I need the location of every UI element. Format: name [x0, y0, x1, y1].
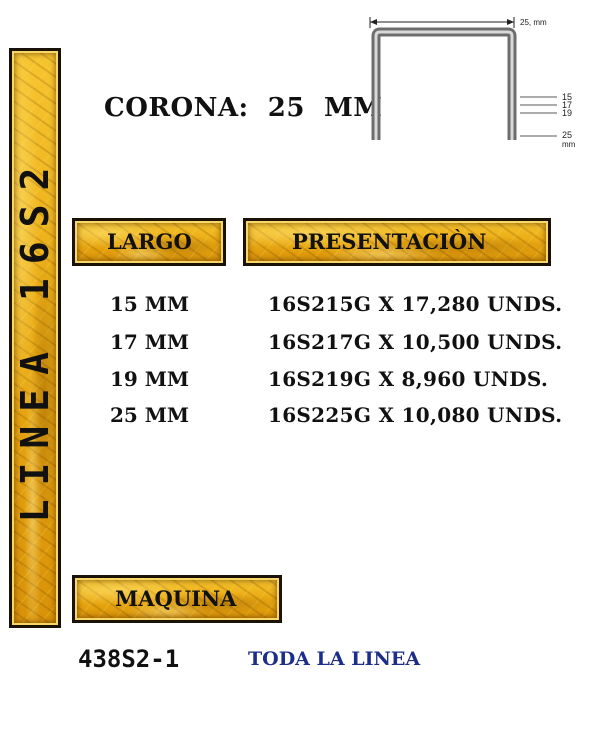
- table-row: [0, 330, 600, 360]
- presentacion-header-label: PRESENTACIÒN: [292, 229, 487, 254]
- table-row: [0, 403, 600, 433]
- maquina-header: [72, 575, 282, 623]
- row-presentation: 16S217G X 10,500 UNDS.: [268, 330, 563, 354]
- row-presentation: 16S219G X 8,960 UNDS.: [268, 367, 549, 391]
- staple-shape-outer: [376, 32, 512, 140]
- length-label-15: 15: [562, 92, 573, 102]
- presentacion-header: [243, 218, 551, 266]
- largo-header-label: LARGO: [107, 229, 192, 254]
- product-line-label: LINEA 16S2: [13, 153, 57, 523]
- crown-dimension-label: 25, mm: [520, 18, 547, 27]
- crown-arrow-left: [370, 19, 377, 25]
- row-length: 25 MM: [110, 403, 190, 427]
- length-label-25: 25: [562, 130, 573, 140]
- table-row: [0, 367, 600, 397]
- staple-shape-highlight: [376, 32, 512, 140]
- maquina-header-label: MAQUINA: [115, 586, 237, 611]
- crown-width-label: CORONA: 25 MM: [104, 93, 383, 123]
- machine-model: 438S2-1: [78, 645, 180, 673]
- length-label-19: 19: [562, 108, 573, 118]
- row-length: 15 MM: [110, 292, 190, 316]
- row-presentation: 16S215G X 17,280 UNDS.: [268, 292, 563, 316]
- table-row: [0, 292, 600, 322]
- row-length: 17 MM: [110, 330, 190, 354]
- row-presentation: 16S225G X 10,080 UNDS.: [268, 403, 563, 427]
- length-unit-label: mm: [562, 140, 576, 149]
- length-label-17: 17: [562, 100, 573, 110]
- row-length: 19 MM: [110, 367, 190, 391]
- crown-arrow-right: [507, 19, 514, 25]
- staple-dimension-diagram: [362, 12, 592, 152]
- largo-header: [72, 218, 226, 266]
- machine-compatibility-note: TODA LA LINEA: [248, 648, 421, 670]
